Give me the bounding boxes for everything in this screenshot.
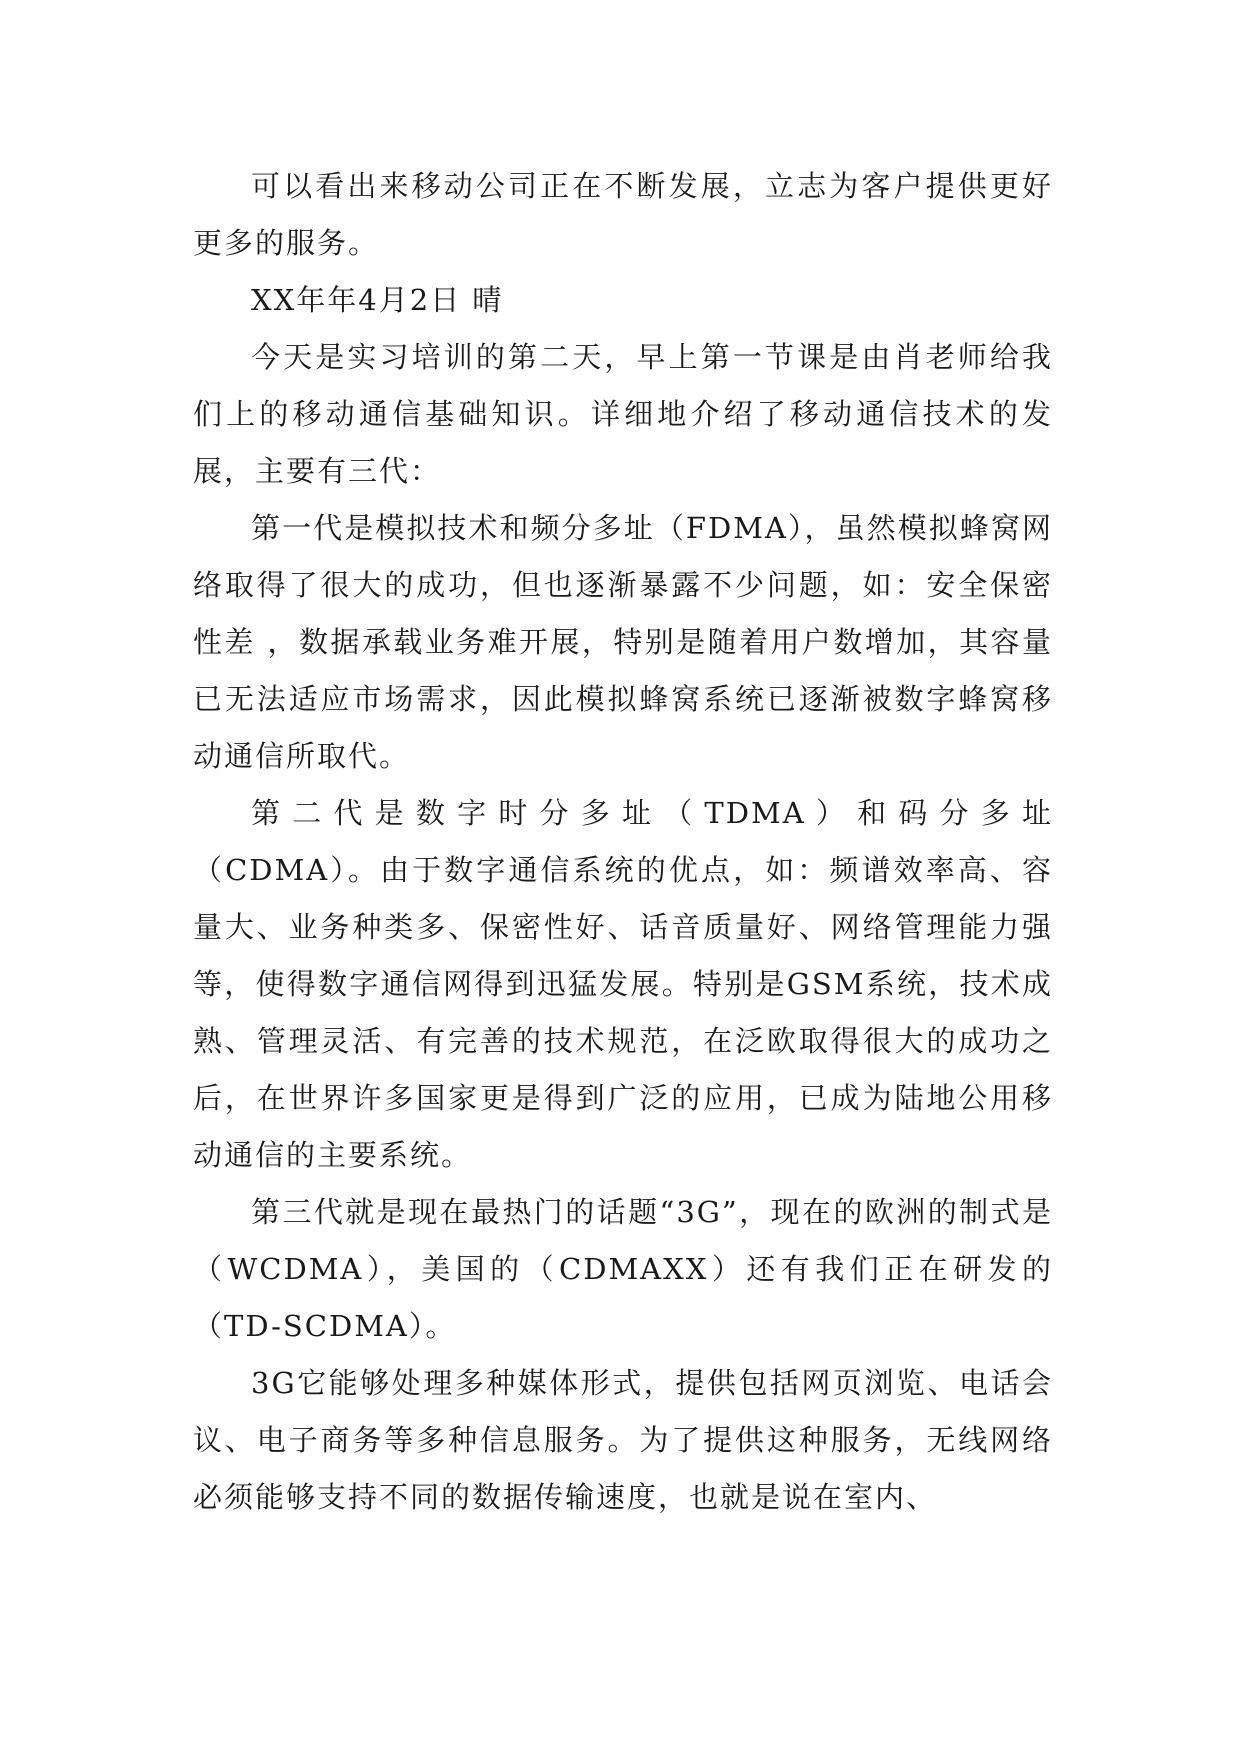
paragraph-3g-services: 3G它能够处理多种媒体形式，提供包括网页浏览、电话会议、电子商务等多种信息服务。为了提供这种服务，无线网络必须能够支持不同的数据传输速度，也就是说在室内、	[193, 1366, 1053, 1514]
paragraph-date: XX年年4月2日 晴	[251, 283, 504, 317]
paragraph-second-generation: 第二代是数字时分多址（TDMA）和码分多址（CDMA）。由于数字通信系统的优点，如：频谱效率高、容量大、业务种类多、保密性好、话音质量好、网络管理能力强等，使得数字通信网得到迅猛发展。特别是GSM系统，技术成熟、管理灵活、有完善的技术规范，在泛欧取得很大的成功之后，在世界许多国家更是得到广泛的应用，已成为陆地公用移动通信的主要系统。	[193, 796, 1053, 1172]
paragraph-service: 可以看出来移动公司正在不断发展，立志为客户提供更好更多的服务。	[193, 169, 1053, 260]
paragraph-training-intro: 今天是实习培训的第二天，早上第一节课是由肖老师给我们上的移动通信基础知识。详细地介绍了移动通信技术的发展，主要有三代：	[193, 340, 1053, 488]
document-body	[193, 158, 1053, 1526]
paragraph-first-generation: 第一代是模拟技术和频分多址（FDMA），虽然模拟蜂窝网络取得了很大的成功，但也逐渐暴露不少问题，如：安全保密性差 ，数据承载业务难开展，特别是随着用户数增加，其容量已无法适应市场需求，因此模拟蜂窝系统已逐渐被数字蜂窝移动通信所取代。	[193, 511, 1053, 773]
paragraph-third-generation: 第三代就是现在最热门的话题“3G”，现在的欧洲的制式是（WCDMA），美国的（CDMAXX）还有我们正在研发的（TD-SCDMA）。	[193, 1195, 1053, 1343]
